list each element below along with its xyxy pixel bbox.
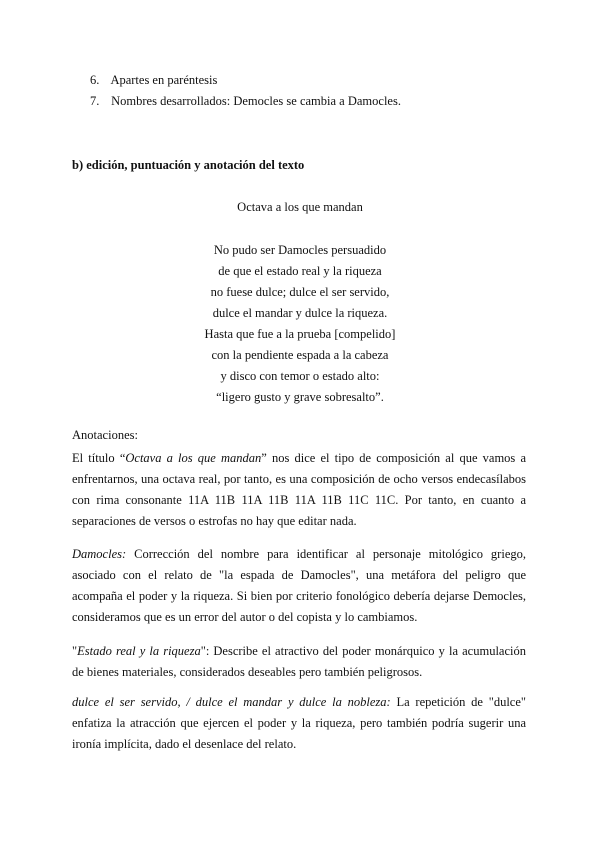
poem-line: no fuese dulce; dulce el ser servido,	[210, 285, 390, 299]
list-item	[90, 70, 401, 91]
poem-line: No pudo ser Damocles persuadido	[213, 243, 387, 257]
list-text: Apartes en paréntesis	[110, 73, 218, 87]
quote-mark: "	[200, 644, 206, 658]
annotation-term: Damocles:	[72, 547, 127, 561]
annotation-paragraph	[72, 544, 526, 628]
list-text: Nombres desarrollados: Democles se cambia a Damocles.	[111, 94, 401, 108]
list-number: 6.	[90, 73, 100, 87]
annotation-term: dulce el ser servido, / dulce el mandar y dulce la nobleza:	[72, 695, 391, 709]
annotation-text: ” nos dice el tipo de composición al que vamos a enfrentarnos, una octava real, por tanto, es una composición de ocho versos endecasílabos con rima consonante 11A 11B 11A 11B 11A 11B 11C 11C. Por tanto, en cuanto a separaciones de versos o estrofas no hay que editar nada.	[72, 451, 526, 528]
annotation-paragraph	[72, 641, 526, 683]
section-heading: b) edición, puntuación y anotación del texto	[72, 158, 305, 172]
annotations-label: Anotaciones:	[72, 428, 138, 442]
poem-title: Octava a los que mandan	[237, 200, 363, 214]
annotation-term: Estado real y la riqueza	[77, 644, 201, 658]
list-number: 7.	[90, 94, 100, 108]
annotation-text: El título “	[72, 451, 126, 465]
annotation-paragraph	[72, 692, 526, 755]
poem-line: y disco con temor o estado alto:	[220, 369, 380, 383]
poem-line: dulce el mandar y dulce la riqueza.	[212, 306, 388, 320]
numbered-list	[90, 70, 401, 112]
poem-line: con la pendiente espada a la cabeza	[211, 348, 389, 362]
annotation-text: : Describe el atractivo del poder monárquico y la acumulación de bienes materiales, considerados deseables pero también peligrosos.	[72, 644, 526, 679]
annotation-text: La repetición de "dulce" enfatiza la atracción que ejercen el poder y la riqueza, pero también podría sugerir una ironía implícita, dado el desenlace del relato.	[72, 695, 527, 751]
poem-line: Hasta que fue a la prueba [compelido]	[204, 327, 396, 341]
annotation-text: Corrección del nombre para identificar al personaje mitológico griego, asociado con el relato de "la espada de Damocles", una metáfora del peligro que acompaña el poder y la riqueza. Si bien por criterio fonológico debería dejarse Democles, consideramos que es un error del autor o del copista y lo cambiamos.	[72, 547, 526, 624]
annotation-title-italic: Octava a los que mandan	[125, 451, 262, 465]
poem	[0, 240, 600, 408]
annotation-paragraph	[72, 448, 526, 532]
poem-line: de que el estado real y la riqueza	[218, 264, 382, 278]
poem-line: “ligero gusto y grave sobresalto”.	[216, 390, 384, 404]
quote-mark: "	[72, 644, 78, 658]
list-item	[90, 91, 401, 112]
